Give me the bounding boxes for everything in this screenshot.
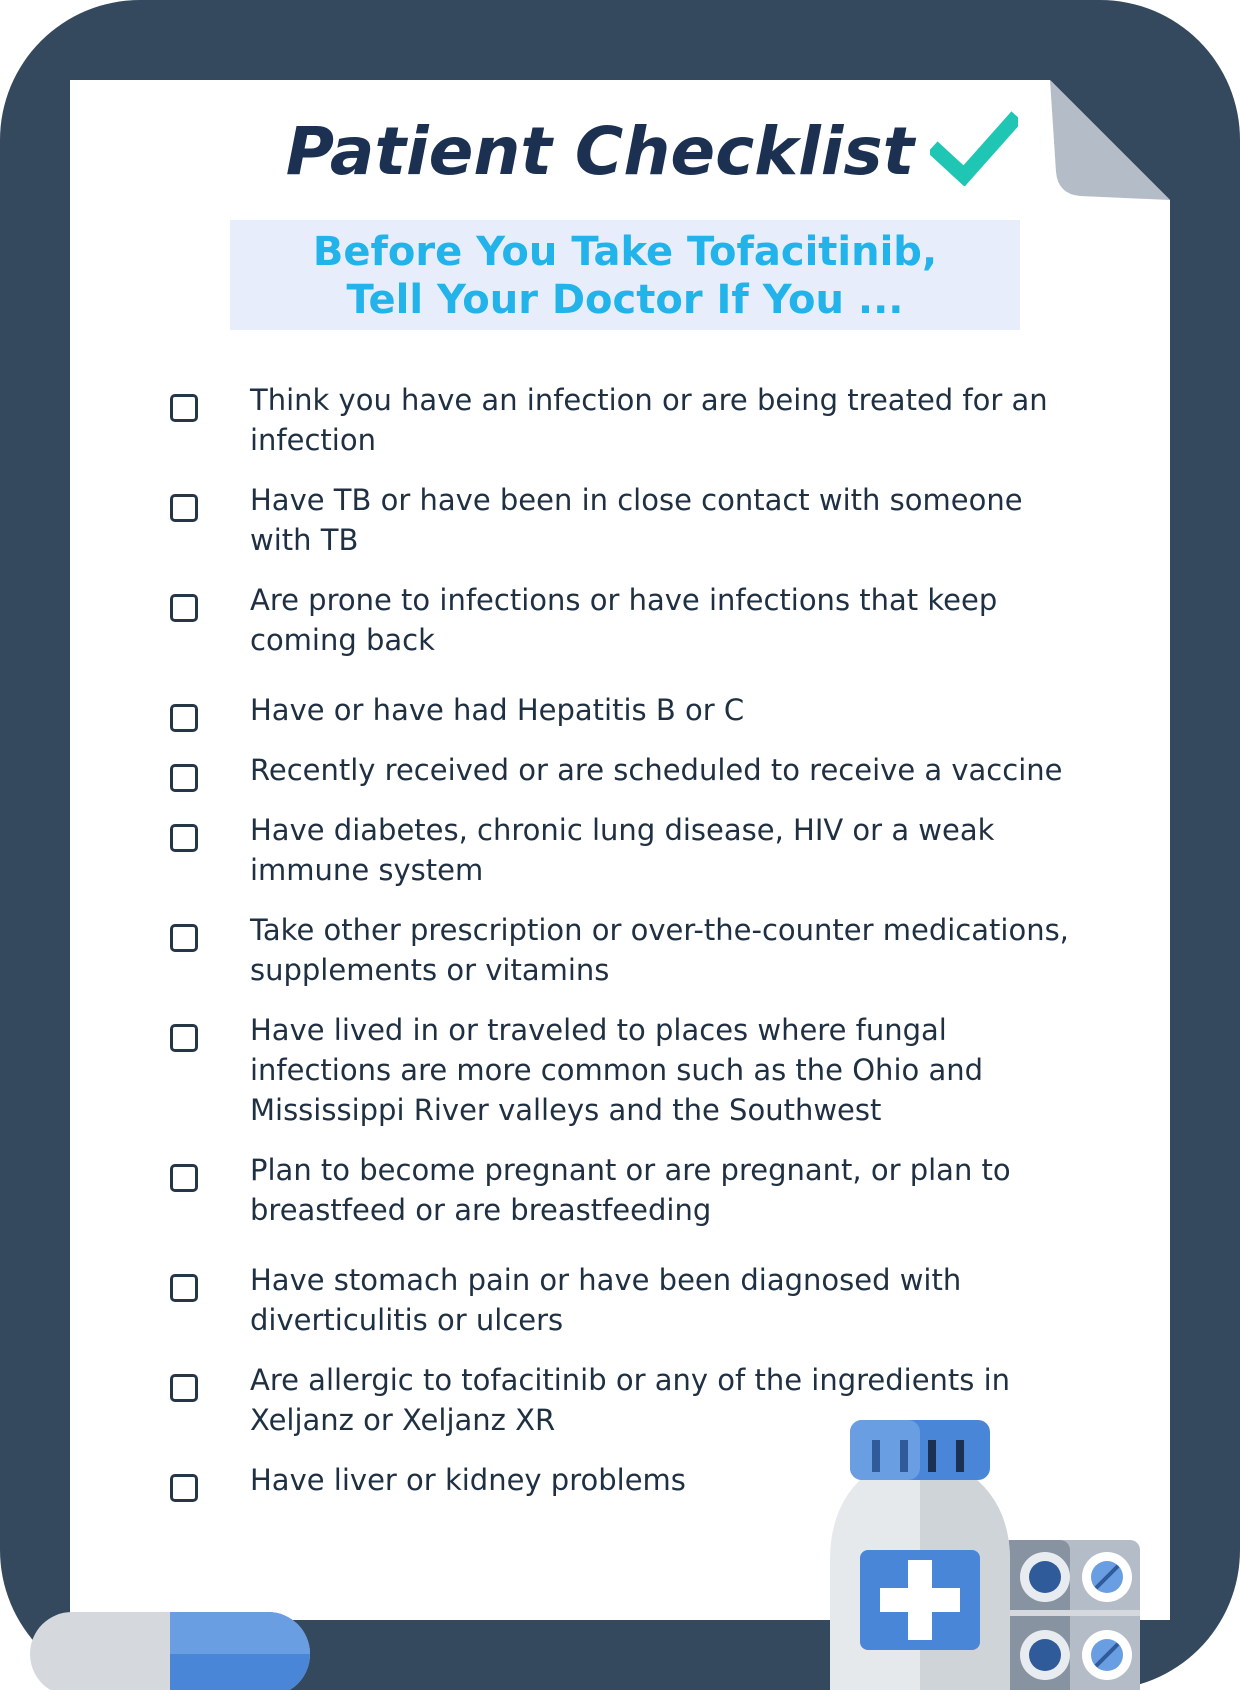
checklist-item-text: Are allergic to tofacitinib or any of the ingredients in Xeljanz or Xeljanz XR [250, 1363, 1011, 1437]
checklist-item-text: Have or have had Hepatitis B or C [250, 693, 745, 727]
checklist-item-text: Have diabetes, chronic lung disease, HIV or a weak immune system [250, 813, 995, 887]
checklist-item-text: Have stomach pain or have been diagnosed with diverticulitis or ulcers [250, 1263, 962, 1337]
page-title: Patient Checklist [285, 113, 915, 190]
checklist-item-text: Take other prescription or over-the-counter medications, supplements or vitamins [250, 913, 1069, 987]
checkmark-icon [930, 110, 1018, 186]
checklist-item-text: Recently received or are scheduled to receive a vaccine [250, 753, 1063, 787]
checkbox[interactable] [170, 1374, 198, 1402]
checkbox[interactable] [170, 924, 198, 952]
checkbox[interactable] [170, 1274, 198, 1302]
checklist-item-text: Think you have an infection or are being treated for an infection [250, 383, 1048, 457]
checkbox[interactable] [170, 764, 198, 792]
checkbox[interactable] [170, 704, 198, 732]
checklist-item-text: Have liver or kidney problems [250, 1463, 686, 1497]
checklist-item-text: Have lived in or traveled to places where fungal infections are more common such as the Ohio and Mississippi River valleys and the Southwest [250, 1013, 984, 1127]
checkbox[interactable] [170, 1024, 198, 1052]
checklist-item-text: Are prone to infections or have infections that keep coming back [250, 583, 998, 657]
checkbox[interactable] [170, 824, 198, 852]
checklist-item-text: Plan to become pregnant or are pregnant, or plan to breastfeed or are breastfeeding [250, 1153, 1011, 1227]
checkbox[interactable] [170, 1164, 198, 1192]
checkbox[interactable] [170, 1474, 198, 1502]
subtitle-banner [230, 220, 1020, 330]
checklist-item-text: Have TB or have been in close contact with someone with TB [250, 483, 1023, 557]
checkbox[interactable] [170, 394, 198, 422]
checkbox[interactable] [170, 494, 198, 522]
subtitle-line-1: Before You Take Tofacitinib, [312, 229, 938, 275]
checkbox[interactable] [170, 594, 198, 622]
subtitle-line-2: Tell Your Doctor If You ... [346, 277, 904, 323]
